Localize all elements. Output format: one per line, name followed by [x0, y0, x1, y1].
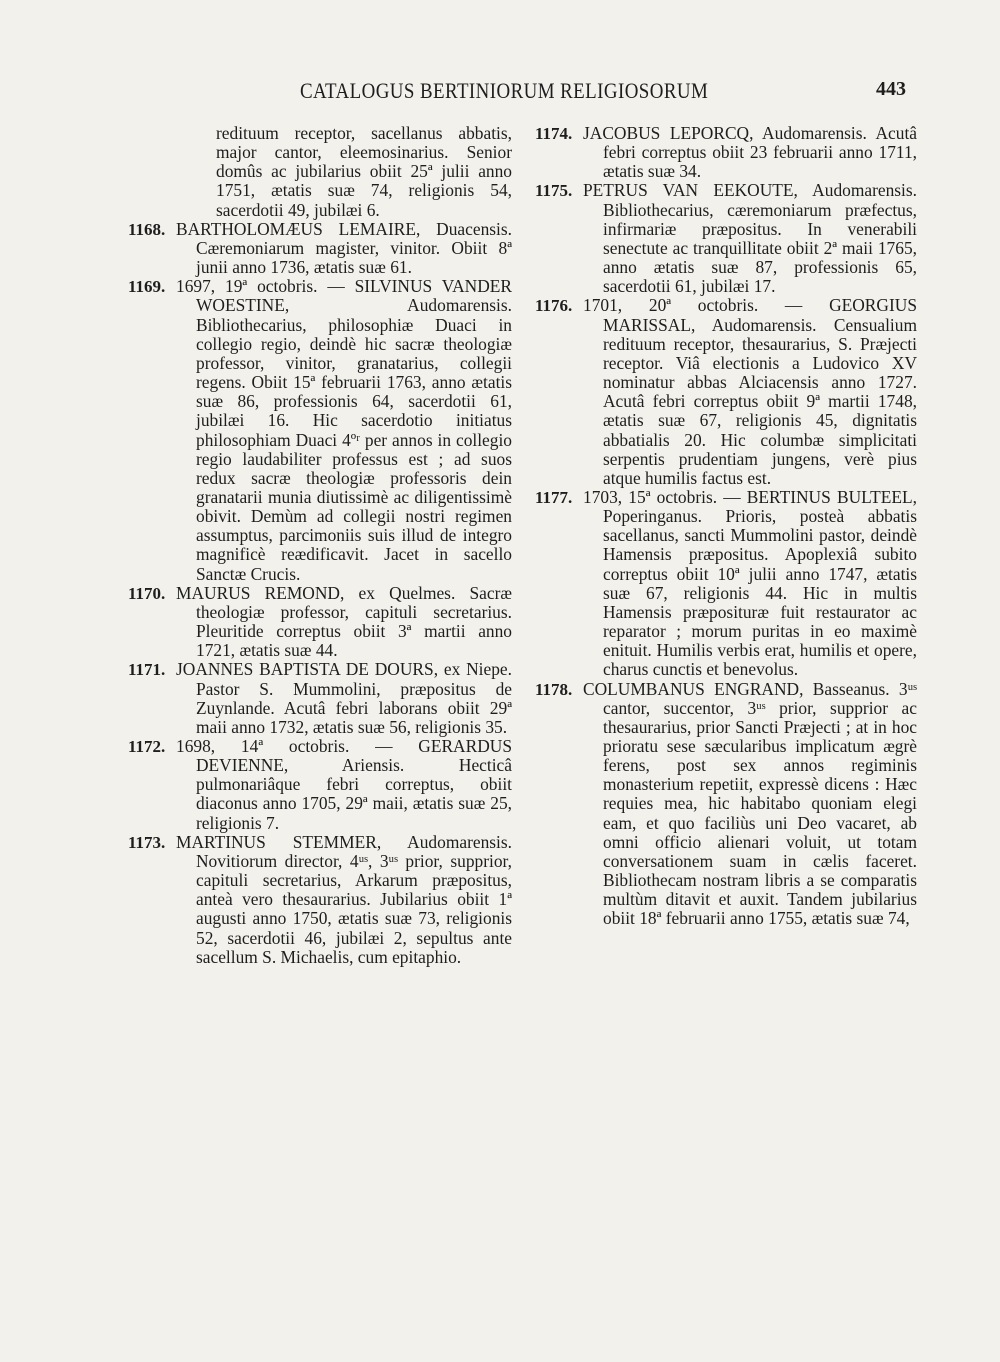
entry-number: 1172.: [128, 737, 166, 756]
right-column: [535, 124, 917, 929]
entry-text: 1698, 14ª octobris. — GERARDUS DEVIENNE, Ariensis. Hecticâ pulmonariâque febri correptus, obiit diaconus anno 1705, 29ª maii, ætatis suæ 25, religionis 7.: [176, 736, 512, 833]
catalog-entry: [128, 220, 512, 277]
catalog-entry: [535, 296, 917, 488]
entry-text: JACOBUS LEPORCQ, Audomarensis. Acutâ febri correptus obiit 23 februarii anno 1711, ætatis suæ 34.: [583, 123, 917, 182]
entry-number: 1175.: [535, 181, 573, 201]
catalog-entry: [128, 124, 512, 220]
running-title: CATALOGUS BERTINIORUM RELIGIOSORUM: [300, 78, 709, 103]
entry-number: 1178.: [535, 679, 573, 699]
entry-number: 1169.: [128, 277, 166, 297]
entry-number: 1173.: [128, 832, 166, 852]
entry-text: PETRUS VAN EEKOUTE, Audomarensis. Bibliothecarius, cæremoniarum præfectus, infirmariæ præpositus. In venerabili senectute ac tranquillitate obiit 2ª maii 1765, anno ætatis suæ 87, professionis 65, sacerdotii 61, jubilæi 17.: [583, 180, 917, 297]
entry-number: 1177.: [535, 487, 573, 507]
entry-number: 1170.: [128, 583, 166, 603]
entry-text: JOANNES BAPTISTA DE DOURS, ex Niepe. Pastor S. Mummolini, præpositus de Zuynlande. Acutâ febri laborans obiit 29ª maii anno 1732, ætatis suæ 56, religionis 35.: [176, 659, 512, 737]
entry-text: BARTHOLOMÆUS LEMAIRE, Duacensis. Cæremoniarum magister, vinitor. Obiit 8ª junii anno 1736, ætatis suæ 61.: [176, 218, 512, 278]
entry-text: 1697, 19ª octobris. — SILVINUS VANDER WOESTINE, Audomarensis. Bibliothecarius, philosophiæ Duaci in collegio regio, deindè hic sacræ theologiæ professor, vinitor, granatarius, collegii regens. Obiit 15ª februarii 1763, anno ætatis suæ 86, professionis 64, sacerdotii 61, jubilæi 16. Hic sacerdotio initiatus philosophiam Duaci 4ºʳ per annos in collegio regio laudabiliter professus est ; ad suos redux sacræ theologiæ professoris dein granatarii munia diutissimè ac diligentissimè obivit. Demùm ad collegii nostri regimen assumptus, parcimoniis suis illud de integro magnificè reædificavit. Jacet in sacello Sanctæ Crucis.: [176, 276, 512, 584]
catalog-entry: [128, 277, 512, 584]
catalog-entry: [535, 124, 917, 181]
entry-text: 1703, 15ª octobris. — BERTINUS BULTEEL, Poperinganus. Prioris, posteà abbatis sacellanus, sancti Mummolini pastor, deindè Hamensis præpositus. Apoplexiâ subito correptus obiit 10ª julii anno 1747, ætatis suæ 67, religionis 44. Hic in multis Hamensis præposituræ fuit restaurator ac reparator ; morum puritas in eo maximè enituit. Humilis verbis erat, humilis et opere, charus cunctis et benevolus.: [583, 486, 917, 680]
entry-text: MARTINUS STEMMER, Audomarensis. Novitiorum director, 4ᵘˢ, 3ᵘˢ prior, supprior, capituli secretarius, Arkarum præpositus, anteà vero thesaurarius. Jubilarius obiit 1ª augusti anno 1750, ætatis suæ 73, religionis 52, sacerdotii 46, jubilæi 2, sepultus ante sacellum S. Michaelis, cum epitaphio.: [176, 831, 512, 967]
catalog-entry: [128, 833, 512, 967]
entry-text: 1701, 20ª octobris. — GEORGIUS MARISSAL, Audomarensis. Censualium redituum receptor, thesaurarius, S. Præjecti receptor. Viâ electionis a Ludovico XV nominatur abbas Alciacensis anno 1727. Acutâ febri correptus obiit 9ª martii 1748, ætatis suæ 67, religionis 45, dignitatis abbatialis 20. Hic columbæ simplicitati serpentis prudentiam jungens, verè pius atque humilis factus est.: [583, 295, 917, 488]
entry-text: MAURUS REMOND, ex Quelmes. Sacræ theologiæ professor, capituli secretarius. Pleuritide correptus obiit 3ª martii anno 1721, ætatis suæ 44.: [176, 582, 512, 661]
entry-text: COLUMBANUS ENGRAND, Basseanus. 3ᵘˢ cantor, succentor, 3ᵘˢ prior, supprior ac thesaurarius, prior Sancti Præjecti ; at in hoc prioratu sese sæcularibus implicatum ægrè ferens, post sex annos regiminis monasterium repetiit, expressè dicens : Hæc requies mea, hic habitabo quoniam elegi eam, et quo faciliùs uni Deo vacaret, ab omni officio alienari voluit, ut totam conversationem suam in cælis faceret. Bibliothecam nostram libris a se comparatis multùm ditavit et auxit. Tandem jubilarius obiit 18ª februarii anno 1755, ætatis suæ 74,: [583, 678, 917, 929]
catalog-entry: [535, 680, 917, 929]
entry-number: 1176.: [535, 296, 573, 316]
catalog-entry: [535, 488, 917, 680]
entry-text: redituum receptor, sacellanus abbatis, major cantor, eleemosinarius. Senior domûs ac jubilarius obiit 25ª julii anno 1751, ætatis suæ 74, religionis 54, sacerdotii 49, jubilæi 6.: [216, 123, 512, 220]
entry-number: 1174.: [535, 124, 573, 143]
page-number: 443: [876, 78, 906, 100]
left-column: [128, 124, 512, 967]
catalog-entry: [535, 181, 917, 296]
catalog-entry: [128, 737, 512, 833]
entry-number: 1171.: [128, 660, 166, 680]
catalog-entry: [128, 660, 512, 737]
catalog-entry: [128, 584, 512, 661]
entry-number: 1168.: [128, 219, 166, 239]
